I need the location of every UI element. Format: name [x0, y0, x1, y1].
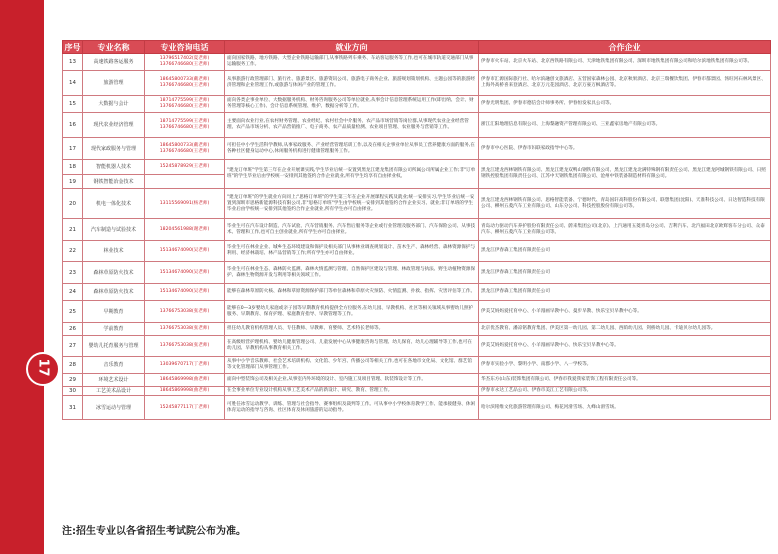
table-row [63, 262, 771, 284]
row-number: 26 [63, 323, 83, 336]
consult-phone [145, 160, 225, 175]
cooperating-companies: 黑龙江伊春森工集团有限责任公司 [479, 284, 771, 301]
cooperating-companies: 哈尔滨铭维文化旅游管理有限公司、梅花河滑雪场、九峰山滑雪场。 [479, 396, 771, 420]
employment-direction: 在高级组营护理机构、婴幼儿健康管理公司、儿童发展中心从事健康咨询与管理、幼儿保育、幼儿心理辅导等工作,也可在幼儿园、早教机构从事教育相关工作。 [225, 336, 479, 357]
major-name: 现代家政服务与管理 [83, 138, 145, 160]
header-no: 序号 [64, 42, 81, 52]
phone-number: 13766753038(张老师) [159, 326, 210, 331]
cooperating-companies: 黑龙江伊春森工集团有限责任公司 [479, 241, 771, 262]
row-number: 20 [63, 189, 83, 219]
major-name: 冰雪运动与管理 [83, 396, 145, 420]
phone-number: 13766746680(王老师) [159, 125, 210, 130]
consult-phone [145, 71, 225, 96]
row-number: 17 [63, 138, 83, 160]
table-row [63, 301, 771, 323]
header-phone: 专业咨询电话 [145, 41, 225, 54]
table-row [63, 336, 771, 357]
employment-direction: 毕业生可在汽车设计制造、汽车试验、汽车营销服务、汽车售后服务等企业或行业管理及服务部门、汽车保险公司、从事技术、管理和工作,也可自主创业就业,所有学生亦可自由择业。 [225, 219, 479, 241]
phone-number: 15245878929(王老师) [159, 164, 210, 169]
employment-direction: "建龙订单班"学生第三年在企业开展课实践,学生毕业后统一安置到黑龙江建龙集团有限公司所属公司所属企业工作;非"订单班"的学生毕业后由学校统一安排到其他签约合作企业就业,所有学生均享有自由择业权。 [225, 160, 479, 189]
footnote: 注:招生专业以各省招生考试院公布为准。 [62, 526, 246, 537]
row-number: 24 [63, 284, 83, 301]
consult-phone [145, 374, 225, 387]
header-direction: 就业方向 [225, 41, 479, 54]
phone-number: 13766746680(王老师) [159, 104, 210, 109]
employment-direction: 从事旅游行政管理部门、旅行社、旅游景区、旅游资讯公司、旅游电子商务企业、旅游规划策划机构、主题公园等的旅游经济管理和企业管理工作,或旅游与休闲产业的管理工作。 [225, 71, 479, 96]
table-row [63, 189, 771, 219]
row-number: 28 [63, 357, 83, 374]
row-number: 27 [63, 336, 83, 357]
table-row [63, 71, 771, 96]
consult-phone [145, 96, 225, 113]
employment-direction: "建龙订单班"的学生就业方向同上;"思格订单班"的学生第三年在企业开展课程实践及就业;统一安排实习,学生毕业后统一安置到深圳市思格新能源科技有限公司,非"思格订单班"学生由学校统一安排到其他签约合作企业实习、就业;非订单班的学生毕业后由学校统一安排到其他签约合作企业就业,所有学生亦可自由择业。 [225, 189, 479, 219]
table-body [63, 54, 771, 420]
consult-phone [145, 301, 225, 323]
phone-number: 18714775599(王老师) [159, 119, 210, 124]
phone-number: 15134674090(吴老师) [159, 248, 210, 253]
row-number: 21 [63, 219, 83, 241]
cooperating-companies: 北京优杰教育、潘凉铭教育集团、伊美区第一幼儿园、第二幼儿园、西荫幼儿园、剑桥幼儿园、卡迪贝尔幼儿园等。 [479, 323, 771, 336]
major-name: 钢铁智能冶金技术 [83, 175, 145, 189]
header-major: 专业名称 [83, 41, 145, 54]
employment-direction: 面向国家铁路、地方铁路、大型企业铁路运输部门,从事铁路列车乘务、车站客运服务等工作,也可在城市轨道交通部门从事运输服务工作。 [225, 54, 479, 71]
cooperating-companies: 伊春市实验小学、黎明小学、南郡小学、八一学校等。 [479, 357, 771, 374]
employment-direction: 面向中型装饰公司及相关企业,从事室内外环境的设计、室内施工及项目管理、软装饰设计等工作。 [225, 374, 479, 387]
consult-phone [145, 284, 225, 301]
phone-number: 18714775599(王老师) [159, 98, 210, 103]
major-name: 环境艺术设计 [83, 374, 145, 387]
table-row [63, 387, 771, 396]
major-name: 森林草原防火技术 [83, 262, 145, 284]
employment-direction: 主要面向农业行业,在农村财务管理、农业经纪、农村社会中介服务、农产品市场营销等岗位群,从事现代农业企业经营管理、农产品市场分析、农产品营销推广、电子商务、农产品质量检测、农业项目管理、农业服务与营销等工作。 [225, 113, 479, 138]
cooperating-companies: 黑龙江伊春森工集团有限责任公司 [479, 262, 771, 284]
cooperating-companies: 伊春光明集团、伊春市德信会计师事务所、伊春恒发家具公司等。 [479, 96, 771, 113]
major-name: 汽车制造与试验技术 [83, 219, 145, 241]
row-number: 25 [63, 301, 83, 323]
phone-number: 15134674090(吴老师) [159, 269, 210, 275]
major-name: 工艺美术品设计 [83, 387, 145, 396]
row-number: 16 [63, 113, 83, 138]
cooperating-companies: 浙江汇阳地理信息有限公司、上海黎融资产管理有限公司、三亚鑫家房地产有限公司等。 [479, 113, 771, 138]
row-number: 31 [63, 396, 83, 420]
table-row [63, 374, 771, 387]
left-decor-band [0, 0, 44, 554]
row-number: 15 [63, 96, 83, 113]
major-name: 大数据与会计 [83, 96, 145, 113]
phone-number: 18204561988(谢老师) [159, 226, 210, 232]
majors-table [62, 40, 771, 420]
table-row [63, 241, 771, 262]
phone-number: 13796517402(夏老师) [159, 56, 210, 61]
phone-number: 18645869998(曲老师) [159, 388, 210, 393]
phone-number: 18645800733(戴老师) [159, 77, 210, 82]
major-name: 林业技术 [83, 241, 145, 262]
major-name: 高速铁路客运服务 [83, 54, 145, 71]
major-name: 旅游管理 [83, 71, 145, 96]
major-name: 现代农业经济管理 [83, 113, 145, 138]
employment-direction: 在全事业单位专业设计机构从事工艺美术产品的新设计、研究、教育、管理工作。 [225, 387, 479, 396]
table-row [63, 396, 771, 420]
table-row [63, 284, 771, 301]
table-row [63, 96, 771, 113]
consult-phone [145, 189, 225, 219]
phone-number: 13039670717(丁老师) [159, 362, 210, 367]
row-number: 19 [63, 175, 83, 189]
employment-direction: 可胜任冰雪运动教学、训练、管理与社会指导、赛事组织及裁判等工作。可从事中小学校体育教学工作、能承接健身、休闲体育运动的指导与咨询、社区体育及休闲旅游的运动指导。 [225, 396, 479, 420]
row-number: 14 [63, 71, 83, 96]
major-name: 森林草原防火技术 [83, 284, 145, 301]
cooperating-companies: 华杰东方(山东)装饰集团有限公司、伊春市我爱我家装饰工程有限责任公司等。 [479, 374, 771, 387]
table-row [63, 357, 771, 374]
major-name: 智能机器人技术 [83, 160, 145, 175]
row-number: 18 [63, 160, 83, 175]
cooperating-companies: 伊春市汇源国际旅行社、哈尔滨融创文旅酒店、五营国家森林公园、北京秋果酒店、北京三瑞餐饮集团、伊春市都景园、汤旺河石林风景区、上海外高桥喜来登酒店、北京万元花园酒店、北京万豪万枫酒店等。 [479, 71, 771, 96]
table-row [63, 219, 771, 241]
phone-number: 13115569091(杨老师) [159, 200, 210, 206]
phone-number: 13766746680(王老师) [159, 62, 210, 67]
consult-phone [145, 323, 225, 336]
table-row [63, 160, 771, 175]
cooperating-companies: 伊春市永达工艺品公司、伊春市美江工艺有限公司等。 [479, 387, 771, 396]
employment-direction: 能够在森林草原防火核、森林和草原资源保护部门等单位森林和草原火灾预防、火情监测、扑救、指挥、灾害评估等工作。 [225, 284, 479, 301]
phone-number: 15134674090(吴老师) [159, 289, 210, 294]
table-row [63, 138, 771, 160]
consult-phone [145, 175, 225, 189]
cooperating-companies: 青岛动力驱动汽车养护股份有限责任公司、蔚来集团公司(北京)、上汽通用五菱青岛分公司、吉利汽车、北汽福田北京欧辉客车分公司、众泰汽车、柳州五菱汽车工业有限公司等。 [479, 219, 771, 241]
table-row [63, 113, 771, 138]
consult-phone [145, 387, 225, 396]
phone-number: 18645869998(曲老师) [159, 377, 210, 382]
phone-number: 15245877117(丁老师) [159, 404, 210, 410]
employment-direction: 面向各类企事业单位、大数据服务机构、财务咨询服务公司等单位就业,从事会计信息管理系统运用工作(即出纳、会计、财务管理等核心工作)、会计信息系统管理、维护、数据分析等工作。 [225, 96, 479, 113]
phone-number: 13766746680(王老师) [159, 83, 210, 88]
row-number: 23 [63, 262, 83, 284]
table-row [63, 323, 771, 336]
employment-direction: 可担任中小学生活科学教师,从事家政服务、产业经营管理培训工作,以及在相关企事业单位从事员工营养健康方面的服务,在各种社区健身运动中心,休闲服务机构进行健康管理服务工作。 [225, 138, 479, 160]
cooperating-companies: 黑龙江建龙西林钢铁有限公司、黑龙江建龙双鸭山钢铁有限公司、黑龙江建龙北满特殊钢有限责任公司、黑龙江建龙阿城钢铁有限公司、日照钢铁控股集团有限责任公司、江苏中天钢铁集团有限公司、沧州中铁装备制造材料有限公司。 [479, 160, 771, 189]
employment-direction: 能够在0—3岁婴幼儿家庭或亲子园等早期教育机构提供全方位服务,在幼儿园、早教机构、社区等相关领域从事婴幼儿照护服务、早期教育、保育护理、家庭教育指导、早教管理等工作。 [225, 301, 479, 323]
consult-phone [145, 241, 225, 262]
row-number: 29 [63, 374, 83, 387]
cooperating-companies: 伊美艾妈妈爱托育中心、小羊漫画早教中心、快乐宝贝早教中心等。 [479, 336, 771, 357]
row-number: 30 [63, 387, 83, 396]
consult-phone [145, 54, 225, 71]
consult-phone [145, 113, 225, 138]
employment-direction: 从事中小学音乐教师、社会艺术培训机构、文化馆、少年宫、传播公司等相关工作,也可在各地市文化局、文化馆、群艺馆等文化管理部门从事管理工作。 [225, 357, 479, 374]
consult-phone [145, 396, 225, 420]
phone-number: 13766753038(张老师) [159, 308, 210, 314]
cooperating-companies: 黑龙江建龙西林钢铁有限公司、思格智能装备、宁德时代、青岛国轩高科股份有限公司、联想集团(沈阳)、天准科技公司、日达智造科技有限公司、柳州五菱汽车工业有限公司、山东分公司、科技控股股份有限公司等。 [479, 189, 771, 219]
page-number: 17 [35, 358, 51, 377]
cooperating-companies: 伊美艾妈妈爱托育中心、小羊漫画早教中心、曼步早教、快乐宝贝早教中心等。 [479, 301, 771, 323]
consult-phone [145, 357, 225, 374]
cooperating-companies: 伊春市中心医院、伊春市妇联家政指导中心等。 [479, 138, 771, 160]
major-name: 婴幼儿托育服务与管理 [83, 336, 145, 357]
phone-number: 13766753038(张老师) [159, 343, 210, 348]
phone-number: 13766746680(王老师) [159, 148, 210, 154]
consult-phone [145, 219, 225, 241]
major-name: 音乐教育 [83, 357, 145, 374]
consult-phone [145, 262, 225, 284]
employment-direction: 担任幼儿教育机构管理人员、专任教师、早教师、育婴师、艺术特长老师等。 [225, 323, 479, 336]
table-row [63, 54, 771, 71]
row-number: 13 [63, 54, 83, 71]
header-cooperation: 合作企业 [479, 41, 771, 54]
phone-number: 18645800733(戴老师) [159, 142, 210, 148]
employment-direction: 毕业生可在林业生态、森林防火监测、森林火情监测与管理、自然保护区建设与管理、林政管理与执法、野生动植物资源保护、森林生物资源开发与利用等相关领域工作。 [225, 262, 479, 284]
major-name: 学前教育 [83, 323, 145, 336]
major-name: 早期教育 [83, 301, 145, 323]
table-header-row [63, 41, 771, 54]
row-number: 22 [63, 241, 83, 262]
consult-phone [145, 138, 225, 160]
employment-direction: 毕业生可在林业企业、城乡生态环境建设和保护及相关部门从事林业调查规划设计、苗木生产、森林经营、森林资源保护与利用、经济林栽培、林产品营销等工作;所有学生亦可自由择业。 [225, 241, 479, 262]
major-name: 机电一体化技术 [83, 189, 145, 219]
cooperating-companies: 伊春市火车站、北京火车站、北京西铁路有限公司、天津地铁集团有限公司、深圳市地铁集团有限公司和哈尔滨地铁集团有限公司等。 [479, 54, 771, 71]
majors-table-container [62, 40, 770, 420]
consult-phone [145, 336, 225, 357]
